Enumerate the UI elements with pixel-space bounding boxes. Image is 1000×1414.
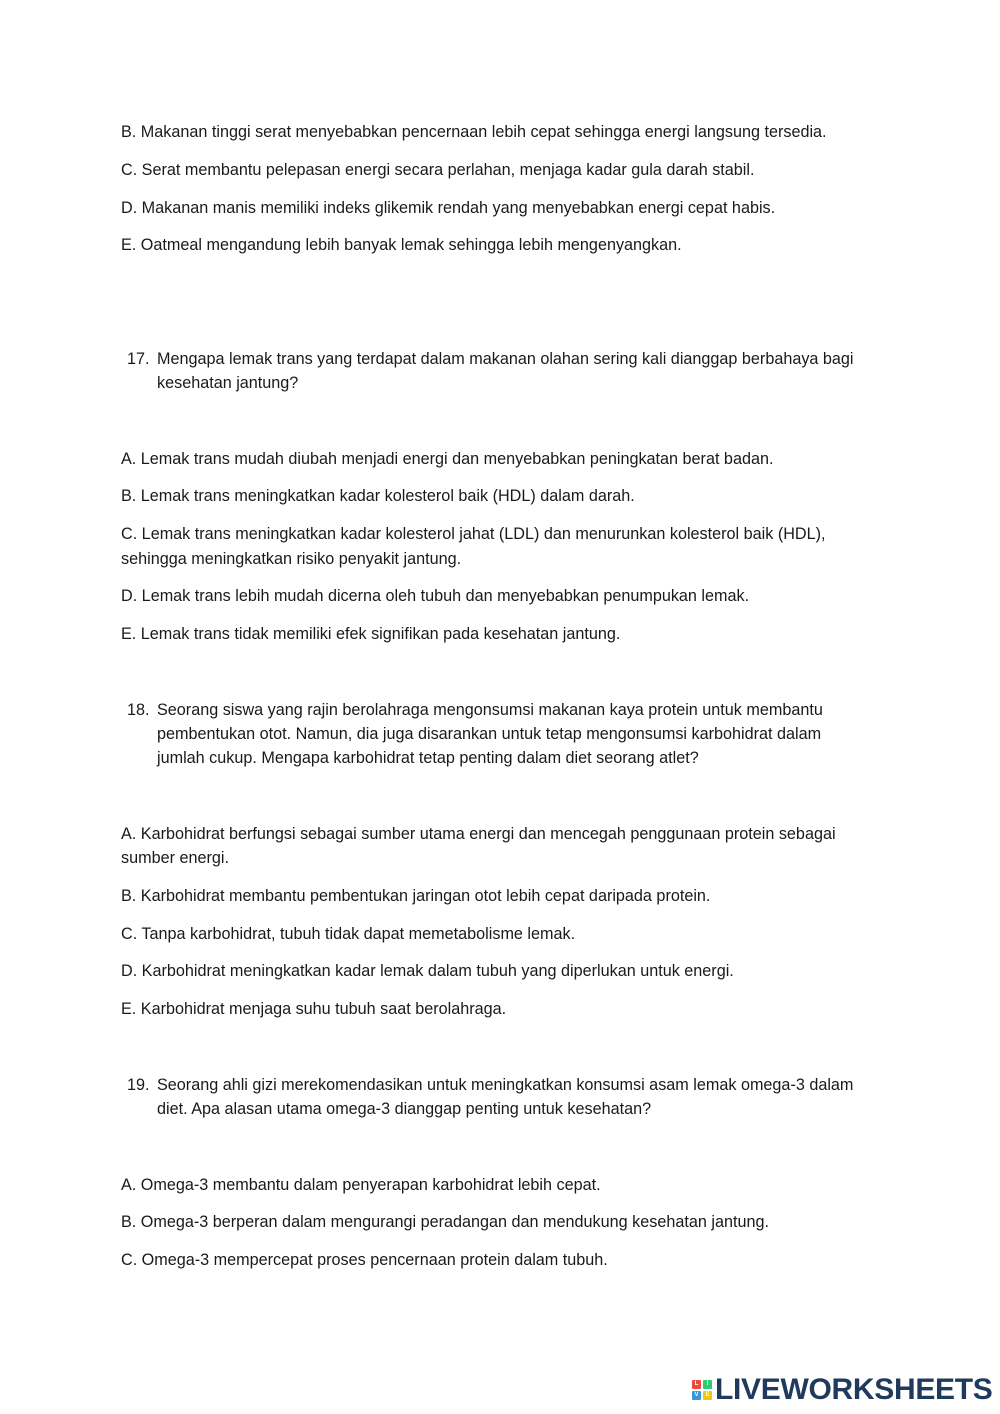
question-19-text: [157, 1073, 897, 1121]
question-17-line: kesehatan jantung?: [157, 374, 299, 392]
question-18-line: jumlah cukup. Mengapa karbohidrat tetap penting dalam diet seorang atlet?: [157, 749, 699, 767]
question-19-number: 19.: [127, 1076, 150, 1094]
logo-tile: L: [692, 1380, 701, 1389]
logo-text: LIVEWORKSHEETS: [715, 1373, 993, 1406]
q18-option-e: E. Karbohidrat menjaga suhu tubuh saat berolahraga.: [121, 1000, 507, 1018]
logo-tile: E: [703, 1391, 712, 1400]
q18-option-a-cont: sumber energi.: [121, 849, 229, 867]
question-17-line: Mengapa lemak trans yang terdapat dalam makanan olahan sering kali dianggap berbahaya bagi: [157, 350, 854, 368]
q17-option-d: D. Lemak trans lebih mudah dicerna oleh tubuh dan menyebabkan penumpukan lemak.: [121, 587, 750, 605]
question-19-line: Seorang ahli gizi merekomendasikan untuk meningkatkan konsumsi asam lemak omega-3 dalam: [157, 1076, 854, 1094]
option-b-prev: B. Makanan tinggi serat menyebabkan pencernaan lebih cepat sehingga energi langsung tersedia.: [121, 123, 827, 141]
q19-option-a: A. Omega-3 membantu dalam penyerapan karbohidrat lebih cepat.: [121, 1176, 601, 1194]
q17-option-c-cont: sehingga meningkatkan risiko penyakit jantung.: [121, 550, 462, 568]
question-18-line: Seorang siswa yang rajin berolahraga mengonsumsi makanan kaya protein untuk membantu: [157, 701, 823, 719]
question-17-text: [157, 347, 897, 395]
q17-option-c: C. Lemak trans meningkatkan kadar kolesterol jahat (LDL) dan menurunkan kolesterol baik (HDL),: [121, 525, 826, 543]
logo-grid-icon: [692, 1380, 712, 1400]
question-18-text: [157, 698, 897, 770]
q18-option-d: D. Karbohidrat meningkatkan kadar lemak dalam tubuh yang diperlukan untuk energi.: [121, 962, 734, 980]
option-e-prev: E. Oatmeal mengandung lebih banyak lemak sehingga lebih mengenyangkan.: [121, 236, 682, 254]
question-18-number: 18.: [127, 701, 150, 719]
question-19-line: diet. Apa alasan utama omega-3 dianggap penting untuk kesehatan?: [157, 1100, 652, 1118]
q19-option-c: C. Omega-3 mempercepat proses pencernaan protein dalam tubuh.: [121, 1251, 608, 1269]
liveworksheets-logo: [692, 1374, 993, 1406]
q19-option-b: B. Omega-3 berperan dalam mengurangi peradangan dan mendukung kesehatan jantung.: [121, 1213, 769, 1231]
q17-option-b: B. Lemak trans meningkatkan kadar kolesterol baik (HDL) dalam darah.: [121, 487, 635, 505]
option-c-prev: C. Serat membantu pelepasan energi secara perlahan, menjaga kadar gula darah stabil.: [121, 161, 755, 179]
q18-option-b: B. Karbohidrat membantu pembentukan jaringan otot lebih cepat daripada protein.: [121, 887, 711, 905]
q18-option-c: C. Tanpa karbohidrat, tubuh tidak dapat memetabolisme lemak.: [121, 925, 576, 943]
option-d-prev: D. Makanan manis memiliki indeks glikemik rendah yang menyebabkan energi cepat habis.: [121, 199, 776, 217]
q17-option-a: A. Lemak trans mudah diubah menjadi energi dan menyebabkan peningkatan berat badan.: [121, 450, 774, 468]
question-17-number: 17.: [127, 350, 150, 368]
logo-tile: I: [703, 1380, 712, 1389]
q18-option-a: A. Karbohidrat berfungsi sebagai sumber utama energi dan mencegah penggunaan protein sebagai: [121, 825, 836, 843]
logo-tile: V: [692, 1391, 701, 1400]
q17-option-e: E. Lemak trans tidak memiliki efek signifikan pada kesehatan jantung.: [121, 625, 621, 643]
question-18-line: pembentukan otot. Namun, dia juga disarankan untuk tetap mengonsumsi karbohidrat dalam: [157, 725, 822, 743]
